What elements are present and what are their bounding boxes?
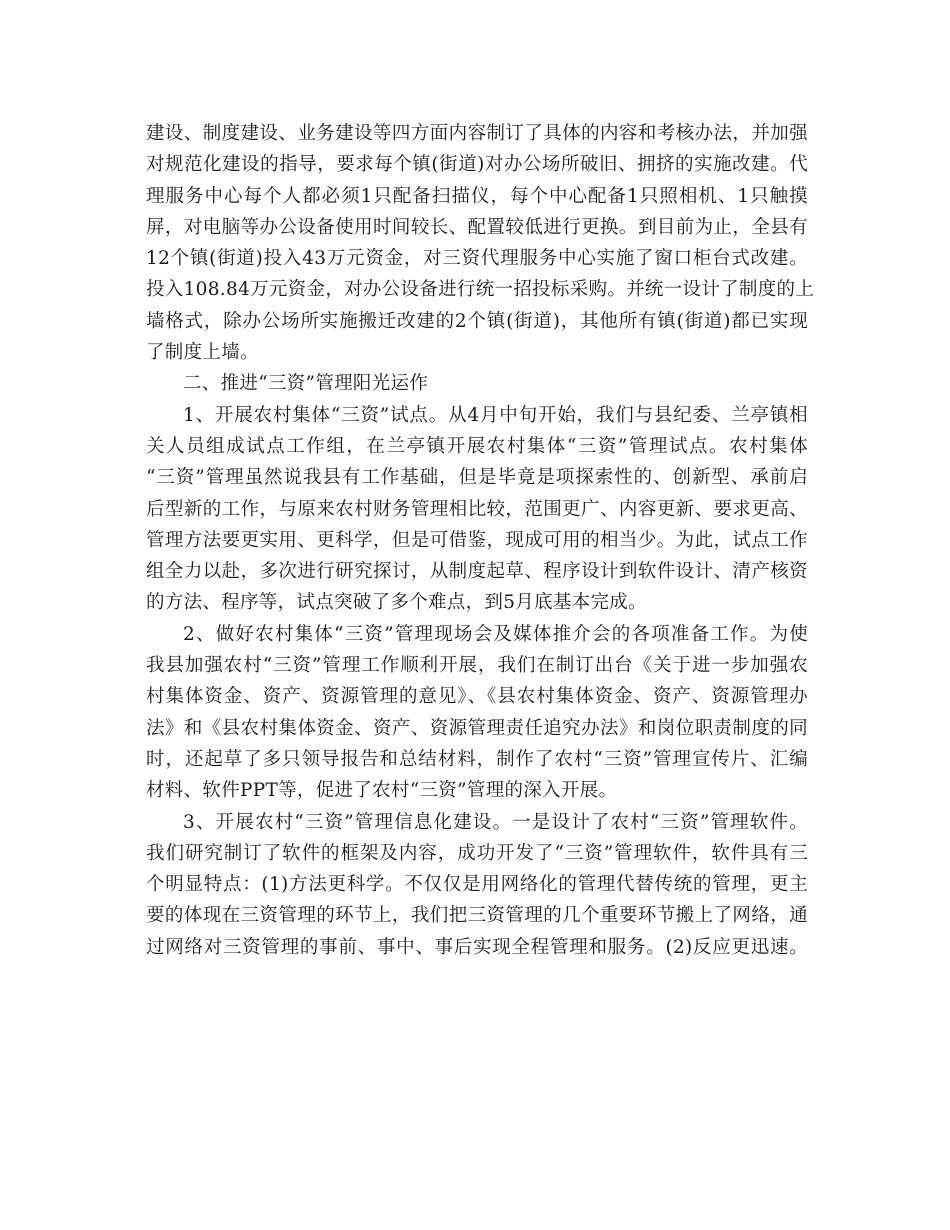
text-line: 3、开展农村“三资”管理信息化建设。一是设计了农村“三资”管理软件。 — [183, 811, 808, 833]
text-line: “三资”管理虽然说我县有工作基础，但是毕竟是项探索性的、创新型、承前启 — [146, 467, 808, 489]
text-line: 管理方法要更实用、更科学，但是可借鉴，现成可用的相当少。为此，试点工作 — [146, 529, 808, 551]
paragraph-4 — [146, 807, 808, 963]
text-line: 我县加强农村“三资”管理工作顺利开展，我们在制订出台《关于进一步加强农 — [146, 655, 808, 677]
text-line: 屏，对电脑等办公设备使用时间较长、配置较低进行更换。到目前为止，全县有 — [146, 216, 808, 238]
text-line: 的方法、程序等，试点突破了多个难点，到5月底基本完成。 — [146, 592, 647, 614]
text-line: 个明显特点：(1)方法更科学。不仅仅是用网络化的管理代替传统的管理，更主 — [146, 874, 808, 896]
text-line: 要的体现在三资管理的环节上，我们把三资管理的几个重要环节搬上了网络，通 — [146, 905, 808, 927]
text-line: 墙格式，除办公场所实施搬迁改建的2个镇(街道)，其他所有镇(街道)都已实现 — [146, 310, 808, 332]
paragraph-3 — [146, 619, 808, 807]
text-line: 投入108.84万元资金，对办公设备进行统一招投标采购。并统一设计了制度的上 — [146, 279, 815, 301]
text-line: 后型新的工作，与原来农村财务管理相比较，范围更广、内容更新、要求更高、 — [146, 498, 808, 520]
text-line: 法》和《县农村集体资金、资产、资源管理责任追究办法》和岗位职责制度的同 — [146, 717, 808, 739]
text-line: 对规范化建设的指导，要求每个镇(街道)对办公场所破旧、拥挤的实施改建。代 — [146, 154, 808, 176]
text-line: 关人员组成试点工作组，在兰亭镇开展农村集体“三资”管理试点。农村集体 — [146, 435, 808, 457]
text-line: 2、做好农村集体“三资”管理现场会及媒体推介会的各项准备工作。为使 — [183, 623, 808, 645]
text-line: 材料、软件PPT等，促进了农村“三资”管理的深入开展。 — [146, 780, 618, 802]
text-line: 村集体资金、资产、资源管理的意见》、《县农村集体资金、资产、资源管理办 — [146, 686, 808, 708]
text-line: 过网络对三资管理的事前、事中、事后实现全程管理和服务。(2)反应更迅速。 — [146, 936, 808, 958]
text-line: 1、开展农村集体“三资”试点。从4月中旬开始，我们与县纪委、兰亭镇相 — [183, 404, 808, 426]
heading-line: 二、推进“三资”管理阳光运作 — [183, 373, 429, 395]
text-line: 理服务中心每个人都必须1只配备扫描仪，每个中心配备1只照相机、1只触摸 — [146, 185, 808, 207]
paragraph-2 — [146, 400, 808, 619]
text-line: 12个镇(街道)投入43万元资金，对三资代理服务中心实施了窗口柜台式改建。 — [146, 248, 808, 270]
text-line: 时，还起草了多只领导报告和总结材料，制作了农村“三资”管理宣传片、汇编 — [146, 748, 808, 770]
text-line: 了制度上墙。 — [146, 342, 259, 364]
text-line: 建设、制度建设、业务建设等四方面内容制订了具体的内容和考核办法，并加强 — [146, 123, 808, 144]
section-heading — [146, 368, 808, 399]
document-body — [146, 118, 815, 963]
text-line: 组全力以赴，多次进行研究探讨，从制度起草、程序设计到软件设计、清产核资 — [146, 561, 808, 583]
text-line: 我们研究制订了软件的框架及内容，成功开发了“三资”管理软件，软件具有三 — [146, 842, 808, 864]
paragraph-1 — [146, 118, 815, 368]
